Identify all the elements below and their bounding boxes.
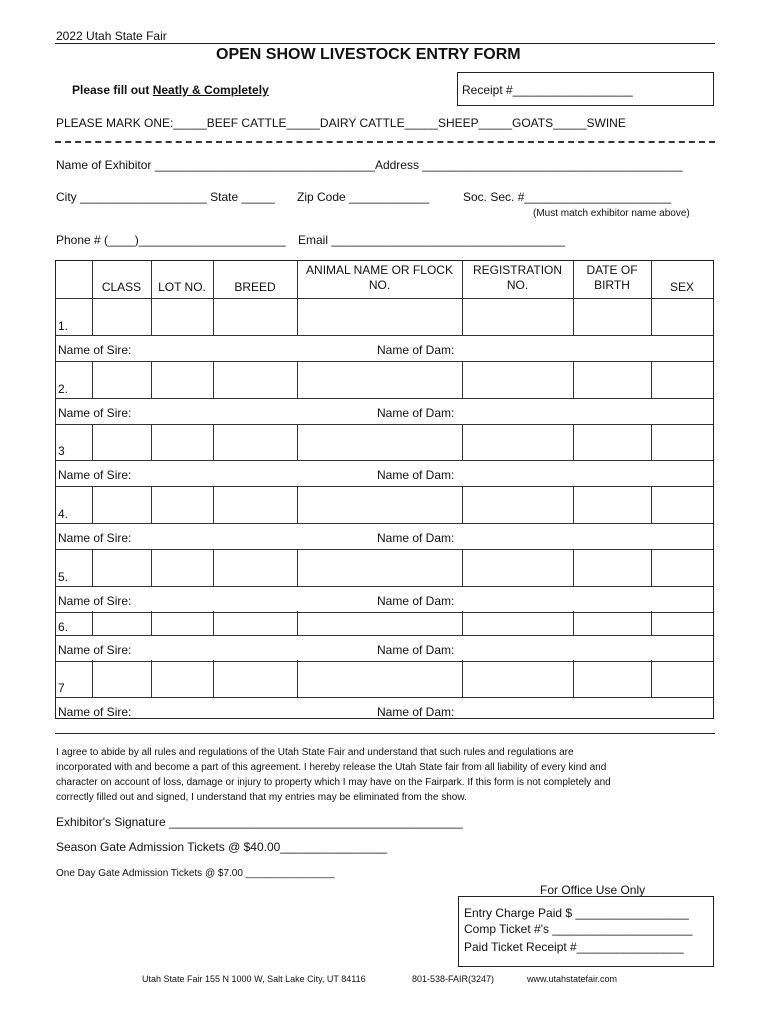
column-divider <box>151 298 152 335</box>
header-registration <box>462 263 573 293</box>
column-divider <box>651 424 652 460</box>
column-divider <box>92 298 93 335</box>
column-divider <box>297 424 298 460</box>
column-divider <box>92 486 93 523</box>
fill-instruction-emphasis: Neatly & Completely <box>152 83 269 97</box>
header-dob-line1: DATE OF <box>586 263 638 277</box>
header-animal-line1: ANIMAL NAME OR FLOCK <box>306 263 453 277</box>
row-divider <box>56 335 713 336</box>
one-day-tickets-line[interactable]: One Day Gate Admission Tickets @ $7.00 ________________ <box>56 868 335 879</box>
column-divider <box>151 660 152 697</box>
row-divider <box>56 523 713 524</box>
column-divider <box>462 486 463 523</box>
column-divider <box>573 361 574 398</box>
column-divider <box>462 660 463 697</box>
city-state-line[interactable]: City ___________________ State _____ <box>56 190 275 204</box>
sire-label[interactable]: Name of Sire: <box>58 594 132 608</box>
header-lot-no: LOT NO. <box>158 280 206 294</box>
entry-table <box>55 260 714 719</box>
category-line[interactable]: PLEASE MARK ONE:_____BEEF CATTLE_____DAIRY CATTLE_____SHEEP_____GOATS_____SWINE <box>56 116 626 130</box>
agreement-line: incorporated with and become a part of this agreement. I hereby release the Utah State fair from all liability of every kind and <box>56 762 607 773</box>
sire-label[interactable]: Name of Sire: <box>58 468 132 482</box>
entry-number: 6. <box>58 620 69 634</box>
entry-charge-line[interactable]: Entry Charge Paid $ _________________ <box>464 906 689 920</box>
row-divider <box>56 361 713 362</box>
column-divider <box>651 660 652 697</box>
agreement-line: I agree to abide by all rules and regulations of the Utah State Fair and understand that such rules and regulations are <box>56 747 574 758</box>
row-divider <box>56 586 713 587</box>
column-divider <box>651 486 652 523</box>
column-divider <box>213 298 214 335</box>
sire-label[interactable]: Name of Sire: <box>58 343 132 357</box>
signature-line[interactable]: Exhibitor's Signature ____________________________________________ <box>56 815 463 829</box>
column-divider <box>573 611 574 636</box>
sire-label[interactable]: Name of Sire: <box>58 531 132 545</box>
dam-label[interactable]: Name of Dam: <box>377 643 455 657</box>
column-divider <box>573 660 574 697</box>
row-divider <box>56 424 713 425</box>
column-divider <box>213 361 214 398</box>
column-divider <box>297 486 298 523</box>
dam-label[interactable]: Name of Dam: <box>377 531 455 545</box>
agreement-text <box>56 745 611 805</box>
header-date-of-birth <box>573 263 651 293</box>
header-rule <box>55 43 715 44</box>
column-divider <box>92 361 93 398</box>
column-divider <box>151 361 152 398</box>
row-divider <box>56 612 713 613</box>
column-divider <box>573 549 574 586</box>
row-divider <box>56 661 713 662</box>
column-divider <box>151 424 152 460</box>
header-divider <box>56 298 713 299</box>
sire-label[interactable]: Name of Sire: <box>58 705 132 719</box>
office-use-title: For Office Use Only <box>540 883 646 897</box>
column-divider <box>573 424 574 460</box>
header-registration-line2: NO. <box>506 278 529 292</box>
column-divider <box>462 361 463 398</box>
column-divider <box>213 424 214 460</box>
entry-number: 3 <box>58 444 65 458</box>
column-divider <box>151 486 152 523</box>
header-sex: SEX <box>669 280 694 294</box>
column-divider <box>297 361 298 398</box>
dam-label[interactable]: Name of Dam: <box>377 594 455 608</box>
footer-phone: 801-538-FAIR(3247) <box>412 974 495 984</box>
dam-label[interactable]: Name of Dam: <box>377 406 455 420</box>
phone-line[interactable]: Phone # (____)______________________ <box>56 233 286 247</box>
entry-number: 4. <box>58 507 69 521</box>
column-divider <box>213 486 214 523</box>
header-animal-line2: NO. <box>368 278 391 292</box>
column-divider <box>462 424 463 460</box>
column-divider <box>573 298 574 335</box>
column-divider <box>213 660 214 697</box>
email-line[interactable]: Email ___________________________________ <box>298 233 565 247</box>
dam-label[interactable]: Name of Dam: <box>377 468 455 482</box>
sire-label[interactable]: Name of Sire: <box>58 643 132 657</box>
agreement-line: correctly filled out and signed, I understand that my entries may be eliminated from the show. <box>56 792 467 803</box>
column-divider <box>92 611 93 636</box>
comp-ticket-line[interactable]: Comp Ticket #'s _____________________ <box>464 922 693 936</box>
header-class: CLASS <box>101 280 142 294</box>
ssn-line[interactable]: Soc. Sec. #______________________ <box>463 190 672 204</box>
column-divider <box>462 549 463 586</box>
row-divider <box>56 398 713 399</box>
column-divider <box>92 660 93 697</box>
receipt-box[interactable] <box>457 72 714 106</box>
column-divider <box>573 486 574 523</box>
row-divider <box>56 635 713 636</box>
column-divider <box>92 549 93 586</box>
column-divider <box>151 549 152 586</box>
paid-ticket-line[interactable]: Paid Ticket Receipt #________________ <box>464 940 684 954</box>
zip-code-line[interactable]: Zip Code ____________ <box>297 190 430 204</box>
footer-address: Utah State Fair 155 N 1000 W, Salt Lake City, UT 84116 <box>142 974 366 984</box>
office-use-box <box>458 896 714 967</box>
column-divider <box>651 549 652 586</box>
column-divider <box>297 298 298 335</box>
column-divider <box>651 361 652 398</box>
column-divider <box>151 611 152 636</box>
sire-label[interactable]: Name of Sire: <box>58 406 132 420</box>
receipt-label: Receipt #__________________ <box>462 83 633 97</box>
form-title: OPEN SHOW LIVESTOCK ENTRY FORM <box>216 46 521 63</box>
ssn-note: (Must match exhibitor name above) <box>533 208 690 219</box>
column-divider <box>297 660 298 697</box>
year-label: 2022 Utah State Fair <box>56 29 167 43</box>
column-divider <box>92 424 93 460</box>
column-divider <box>213 549 214 586</box>
dam-label[interactable]: Name of Dam: <box>377 343 455 357</box>
header-animal-name <box>297 263 462 293</box>
dashed-separator <box>55 141 715 143</box>
entry-number: 1. <box>58 319 69 333</box>
agreement-rule <box>55 733 715 734</box>
exhibitor-name-address-line[interactable]: Name of Exhibitor _________________________________Address _______________________________________ <box>56 158 683 172</box>
column-divider <box>213 611 214 636</box>
entry-number: 2. <box>58 382 69 396</box>
entry-number: 7 <box>58 681 65 695</box>
footer-website[interactable]: www.utahstatefair.com <box>527 974 618 984</box>
row-divider <box>56 697 713 698</box>
column-divider <box>651 298 652 335</box>
header-dob-line2: BIRTH <box>594 278 630 292</box>
column-divider <box>462 611 463 636</box>
fill-instruction <box>72 83 269 97</box>
agreement-line: character on account of loss, damage or injury to property which I may have on the Fairpark. If this form is not completely and <box>56 777 611 788</box>
column-divider <box>651 611 652 636</box>
fill-instruction-prefix: Please fill out <box>72 83 153 97</box>
row-divider <box>56 549 713 550</box>
season-tickets-line[interactable]: Season Gate Admission Tickets @ $40.00________________ <box>56 840 388 854</box>
row-divider <box>56 486 713 487</box>
header-breed: BREED <box>234 280 276 294</box>
column-divider <box>462 298 463 335</box>
column-divider <box>297 611 298 636</box>
header-registration-line1: REGISTRATION <box>472 263 563 277</box>
entry-number: 5. <box>58 570 69 584</box>
row-divider <box>56 460 713 461</box>
column-divider <box>297 549 298 586</box>
dam-label[interactable]: Name of Dam: <box>377 705 455 719</box>
